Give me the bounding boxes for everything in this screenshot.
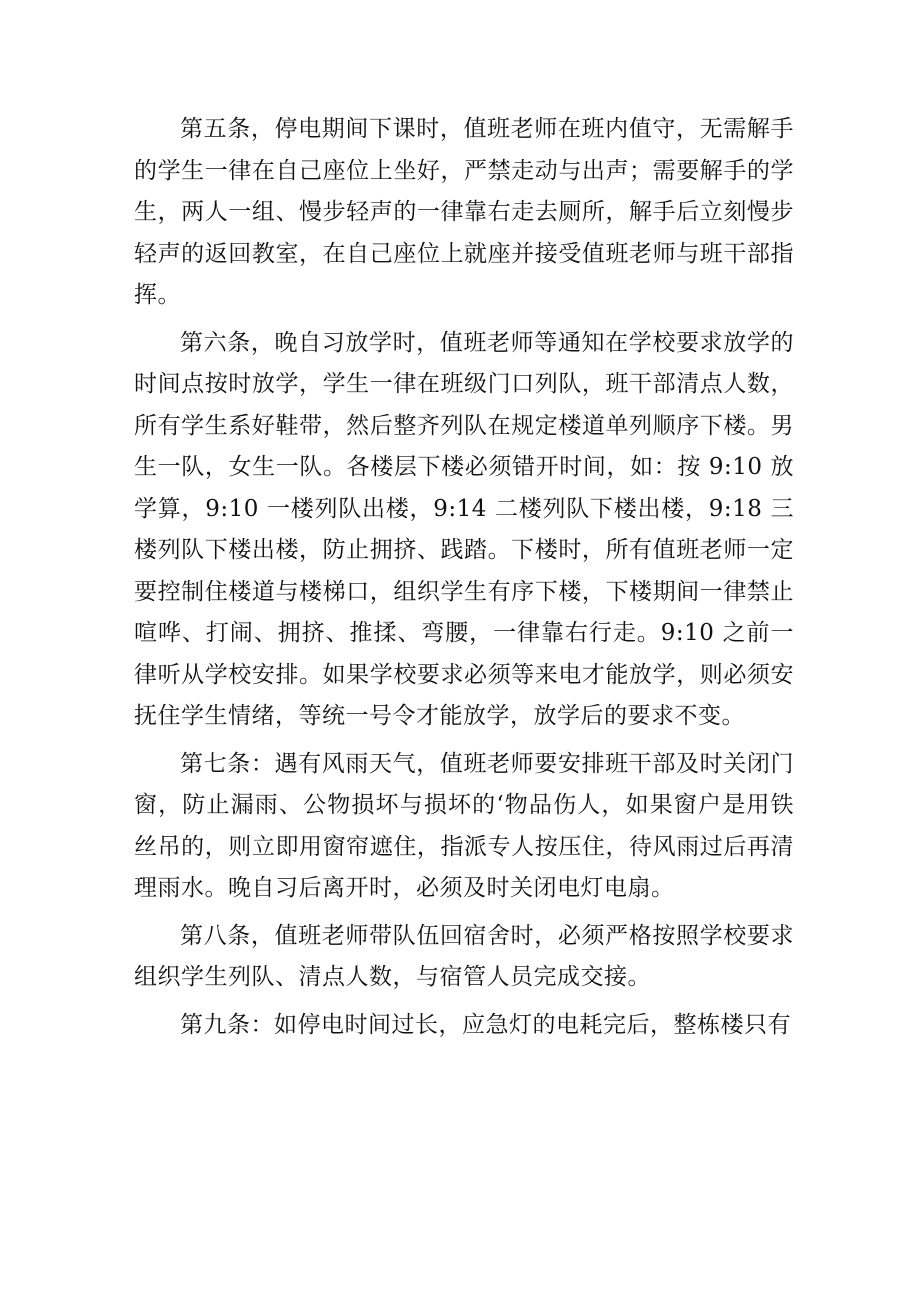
paragraph-article-9: 第九条：如停电时间过长，应急灯的电耗完后，整栋楼只有 (180, 1011, 791, 1038)
paragraph-article-6: 第六条，晚自习放学时，值班老师等通知在学校要求放学的时间点按时放学，学生一律在班级门口列队，班干部清点人数，所有学生系好鞋带，然后整齐列队在规定楼道单列顺序下楼。男生一队，女生一队。各楼层下楼必须错开时间，如：按 9:10 放学算，9:10 一楼列队出楼，9:14 二楼列队下楼出楼，9:18 三楼列队下楼出楼，防止拥挤、践踏。下楼时，所有值班老师一定要控制住楼道与楼梯口，组织学生有序下楼，下楼期间一律禁止喧哗、打闹、拥挤、推揉、弯腰，一律靠右行走。9:10 之前一律听从学校安排。如果学校要求必须等来电才能放学，则必须安抚住学生情绪，等统一号令才能放学，放学后的要求不变。 (134, 329, 794, 729)
paragraph-article-5: 第五条，停电期间下课时，值班老师在班内值守，无需解手的学生一律在自己座位上坐好，严禁走动与出声；需要解手的学生，两人一组、慢步轻声的一律靠右走去厕所，解手后立刻慢步轻声的返回教室，在自己座位上就座并接受值班老师与班干部指挥。 (134, 116, 794, 308)
document-body (134, 109, 794, 1052)
paragraph-article-8: 第八条，值班老师带队伍回宿舍时，必须严格按照学校要求组织学生列队、清点人数，与宿管人员完成交接。 (134, 922, 794, 990)
paragraph-article-7: 第七条：遇有风雨天气，值班老师要安排班干部及时关闭门窗，防止漏雨、公物损坏与损坏的‘物品伤人，如果窗户是用铁丝吊的，则立即用窗帘遮住，指派专人按压住，待风雨过后再清理雨水。晚自习后离开时，必须及时关闭电灯电扇。 (134, 750, 794, 901)
